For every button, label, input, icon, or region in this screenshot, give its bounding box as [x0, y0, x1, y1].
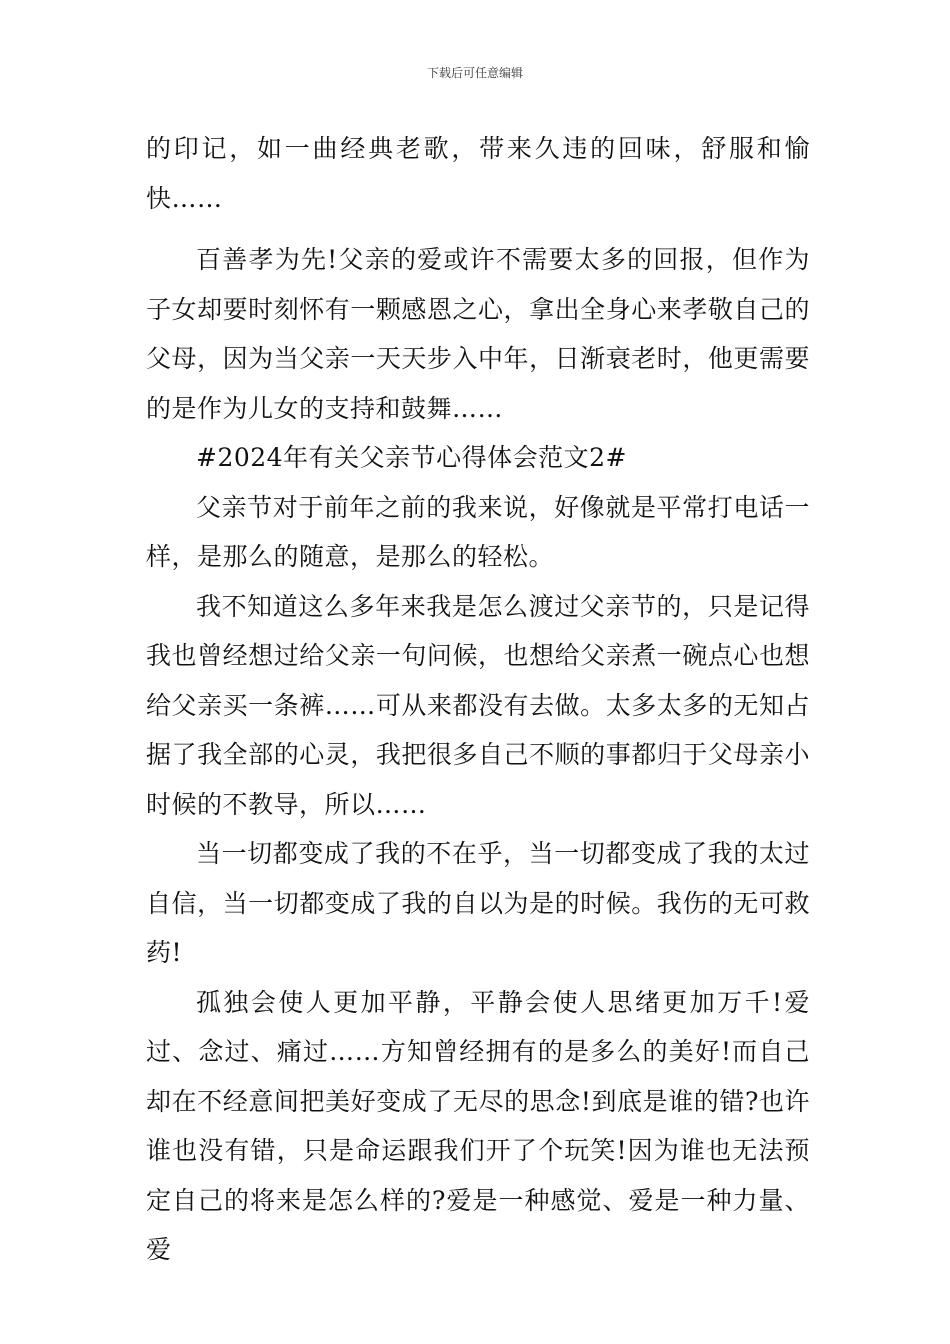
paragraph-4: 我不知道这么多年来我是怎么渡过父亲节的，只是记得我也曾经想过给父亲一句问候，也想给父亲煮一碗点心也想给父亲买一条裤……可从来都没有去做。太多太多的无知占据了我全部的心灵，我把很多自己不顺的事都归于父母亲小时候的不教导，所以…… — [146, 591, 810, 819]
document-body — [146, 124, 810, 1275]
section-heading: #2024年有关父亲节心得体会范文2# — [196, 443, 627, 472]
paragraph-6: 孤独会使人更加平静，平静会使人思绪更加万千!爱过、念过、痛过……方知曾经拥有的是多么的美好!而自己却在不经意间把美好变成了无尽的思念!到底是谁的错?也许谁也没有错，只是命运跟我们开了个玩笑!因为谁也无法预定自己的将来是怎么样的?爱是一种感觉、爱是一种力量、爱 — [146, 987, 810, 1264]
paragraph-3: 父亲节对于前年之前的我来说，好像就是平常打电话一样，是那么的随意，是那么的轻松。 — [146, 492, 810, 571]
paragraph-5: 当一切都变成了我的不在乎，当一切都变成了我的太过自信，当一切都变成了我的自以为是的时候。我伤的无可救药! — [146, 839, 810, 967]
paragraph-spacer — [146, 223, 810, 235]
page-header: 下载后可任意编辑 — [426, 66, 523, 80]
paragraph-2: 百善孝为先!父亲的爱或许不需要太多的回报，但作为子女却要时刻怀有一颗感恩之心，拿出全身心来孝敬自己的父母，因为当父亲一天天步入中年，日渐衰老时，他更需要的是作为儿女的支持和鼓舞…… — [146, 245, 810, 423]
paragraph-1: 的印记，如一曲经典老歌，带来久违的回味，舒服和愉快…… — [146, 134, 810, 213]
